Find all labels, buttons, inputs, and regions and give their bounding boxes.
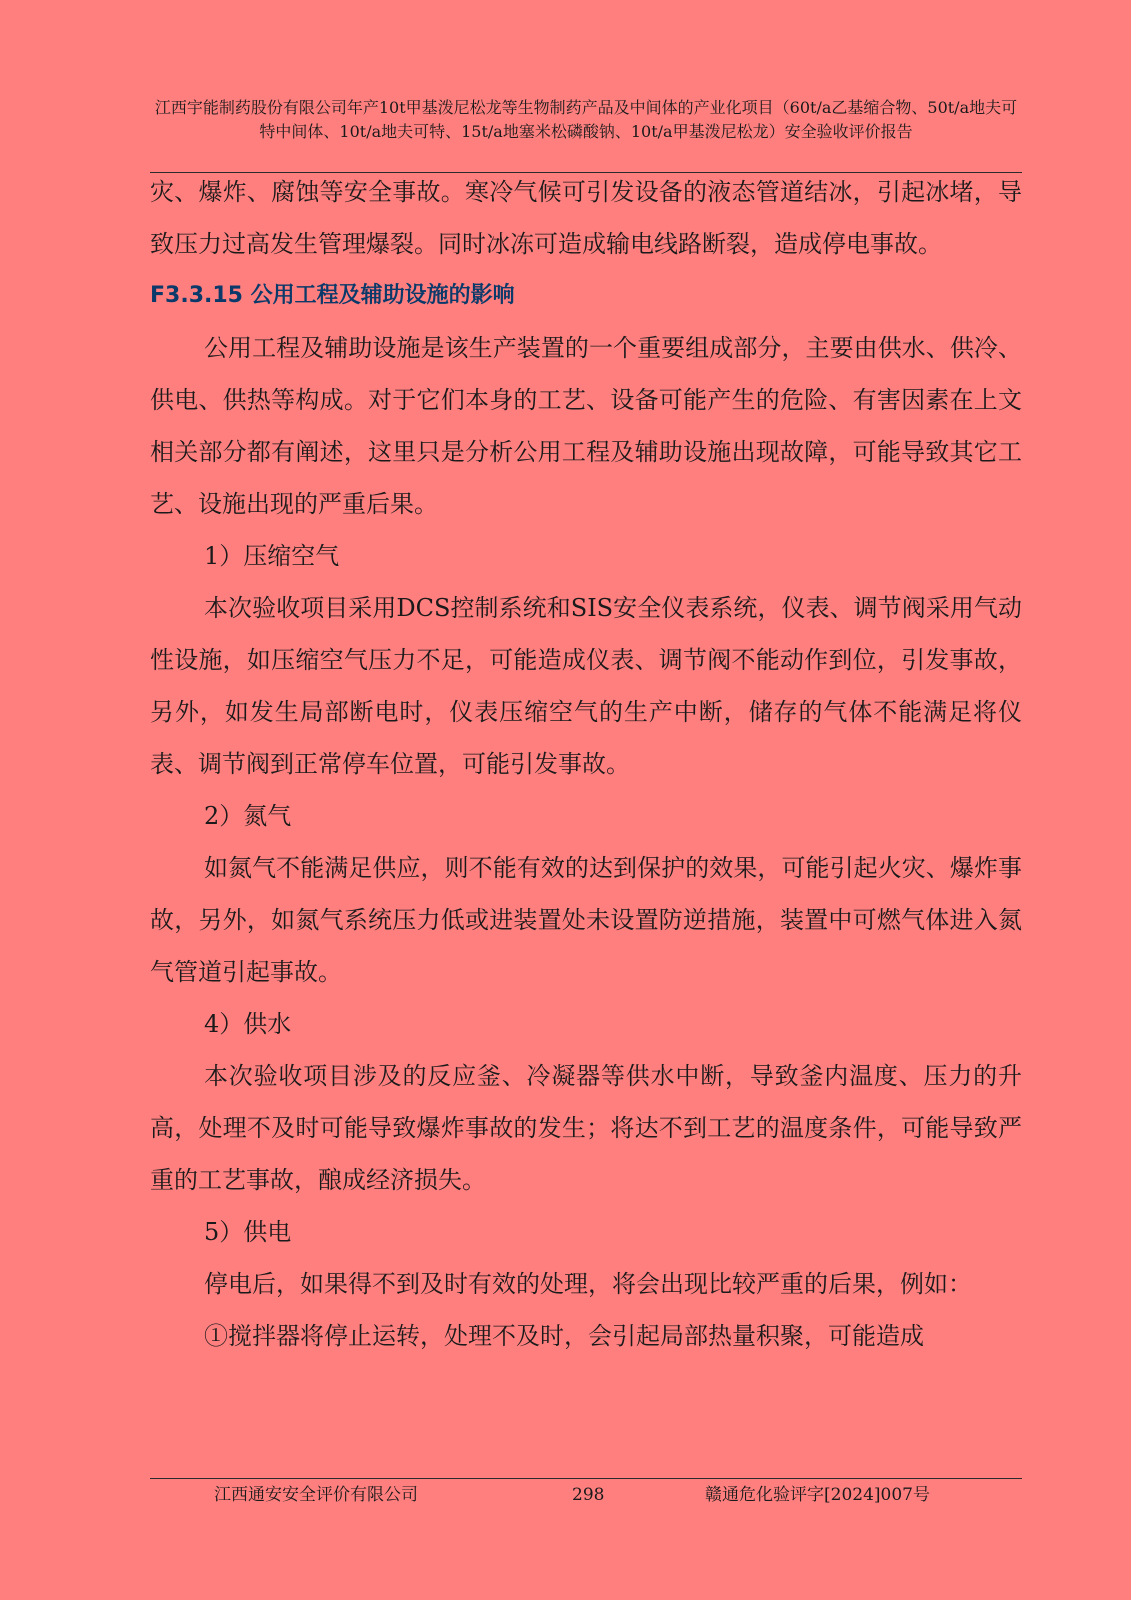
footer-document-number: 赣通危化验评字[2024]007号 [705,1485,930,1505]
paragraph-compressed-air: 本次验收项目采用DCS控制系统和SIS安全仪表系统，仪表、调节阀采用气动性设施，如压缩空气压力不足，可能造成仪表、调节阀不能动作到位，引发事故，另外，如发生局部断电时，仪表压缩空气的生产中断，储存的气体不能满足将仪表、调节阀到正常停车位置，可能引发事故。 [150,594,1022,778]
paragraph-continued: 灾、爆炸、腐蚀等安全事故。寒冷气候可引发设备的液态管道结冰，引起冰堵，导致压力过高发生管理爆裂。同时冰冻可造成输电线路断裂，造成停电事故。 [150,178,1022,258]
page-header [150,96,1022,144]
subheading-water-supply: 4）供水 [204,1010,292,1038]
subheading-power-supply: 5）供电 [204,1218,292,1246]
subheading-compressed-air: 1）压缩空气 [204,542,340,570]
paragraph-nitrogen: 如氮气不能满足供应，则不能有效的达到保护的效果，可能引起火灾、爆炸事故，另外，如氮气系统压力低或进装置处未设置防逆措施，装置中可燃气体进入氮气管道引起事故。 [150,854,1022,986]
footer-company: 江西通安安全评价有限公司 [214,1485,418,1505]
footer-page-number: 298 [572,1485,605,1505]
paragraph-water-supply: 本次验收项目涉及的反应釜、冷凝器等供水中断，导致釜内温度、压力的升高，处理不及时可能导致爆炸事故的发生；将达不到工艺的温度条件，可能导致严重的工艺事故，酿成经济损失。 [150,1062,1022,1194]
paragraph-agitator: ①搅拌器将停止运转，处理不及时，会引起局部热量积聚，可能造成 [204,1322,924,1350]
section-heading: F3.3.15 公用工程及辅助设施的影响 [150,283,515,308]
paragraph-power-supply: 停电后，如果得不到及时有效的处理，将会出现比较严重的后果，例如： [204,1270,972,1298]
header-title: 江西宇能制药股份有限公司年产10t甲基泼尼松龙等生物制药产品及中间体的产业化项目（60t/a乙基缩合物、50t/a地夫可特中间体、10t/a地夫可特、15t/a地塞米松磷酸钠、10t/a甲基泼尼松龙）安全验收评价报告 [154,98,1018,141]
subheading-nitrogen: 2）氮气 [204,802,292,830]
paragraph-intro: 公用工程及辅助设施是该生产装置的一个重要组成部分，主要由供水、供冷、供电、供热等构成。对于它们本身的工艺、设备可能产生的危险、有害因素在上文相关部分都有阐述，这里只是分析公用工程及辅助设施出现故障，可能导致其它工艺、设施出现的严重后果。 [150,334,1022,518]
document-body [150,166,1022,1362]
footer-divider [150,1478,1022,1479]
